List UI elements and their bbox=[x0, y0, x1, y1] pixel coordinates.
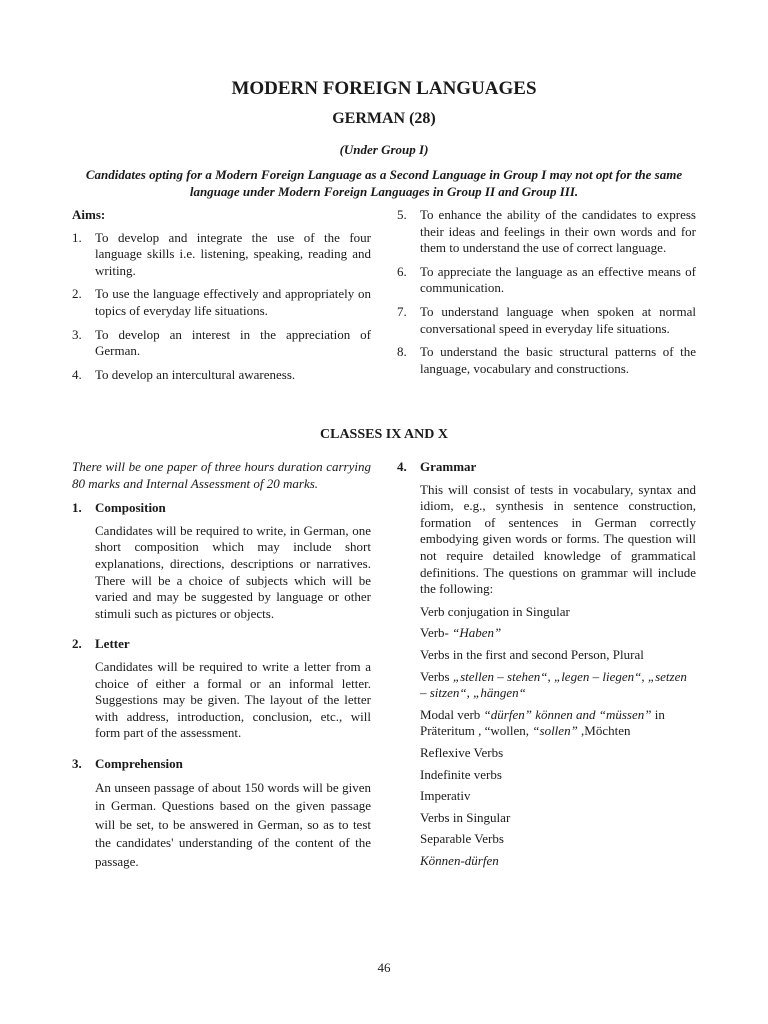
eligibility-note: Candidates opting for a Modern Foreign Language as a Second Language in Group I may not opt for the same language under Modern Foreign Languages in Group II and Group III. bbox=[85, 167, 683, 199]
classes-right-column bbox=[397, 459, 696, 874]
grammar-topic: Verbs „stellen – stehen“, „legen – liegen“, „setzen – sitzen“, „hängen“ bbox=[420, 668, 687, 701]
grammar-text: This will consist of tests in vocabulary, syntax and idiom, e.g., synthesis in sentence construction, formation of sentences in German correctly embodying given words or forms. The question will not require detailed knowledge of grammatical definitions. The questions on grammar will include the following: bbox=[420, 481, 696, 597]
paper-intro: There will be one paper of three hours duration carrying 80 marks and Internal Assessment of 20 marks. bbox=[72, 459, 371, 491]
aim-item: 4. To develop an intercultural awareness. bbox=[72, 366, 296, 382]
group-label: (Under Group I) bbox=[339, 142, 429, 157]
grammar-topic: Verbs in Singular bbox=[420, 809, 511, 825]
grammar-topic: Modal verb “dürfen” können and “müssen” in Präteritum , “wollen, “sollen” ,Möchten bbox=[420, 706, 665, 739]
composition-heading: 1. Composition bbox=[72, 500, 166, 516]
classes-heading: CLASSES IX AND X bbox=[320, 427, 448, 442]
aim-item: 2. To use the language effectively and appropriately on topics of everyday life situations. bbox=[72, 286, 371, 318]
grammar-topic: Verbs in the first and second Person, Plural bbox=[420, 646, 644, 662]
composition-text: Candidates will be required to write, in German, one short composition which may include short explanations, directions, descriptions or narratives. There will be a choice of subjects which will be varied and may be suggested by language or other stimuli such as pictures or objects. bbox=[95, 522, 371, 621]
comprehension-heading: 3. Comprehension bbox=[72, 755, 183, 771]
letter-heading: 2. Letter bbox=[72, 636, 130, 652]
aim-item: 7. To understand language when spoken at normal conversational speed in everyday life situations. bbox=[397, 303, 696, 336]
aim-item: 8. To understand the basic structural patterns of the language, vocabulary and constructions. bbox=[397, 344, 696, 376]
aim-item: 6. To appreciate the language as an effective means of communication. bbox=[397, 263, 696, 296]
grammar-topic: Separable Verbs bbox=[420, 831, 504, 847]
aims-heading: Aims: bbox=[72, 207, 106, 222]
letter-text: Candidates will be required to write a letter from a choice of either a formal or an informal letter. Suggestions may be given. The layout of the letter with address, introduction, conclusion, etc., will form part of the assessment. bbox=[95, 658, 371, 741]
grammar-topic: Verb- “Haben” bbox=[420, 625, 502, 641]
grammar-topic: Reflexive Verbs bbox=[420, 744, 504, 760]
aim-item: 3. To develop an interest in the appreciation of German. bbox=[72, 326, 371, 359]
grammar-topic: Können-dürfen bbox=[420, 852, 499, 868]
aims-right-column bbox=[397, 207, 696, 384]
grammar-topic: Indefinite verbs bbox=[420, 766, 502, 782]
aim-item: 1. To develop and integrate the use of the four language skills i.e. listening, speaking, reading and writing. bbox=[72, 229, 371, 278]
grammar-heading: 4. Grammar bbox=[397, 459, 477, 474]
grammar-topic: Imperativ bbox=[420, 788, 471, 804]
classes-left-column bbox=[72, 459, 371, 885]
subject-title: GERMAN (28) bbox=[332, 110, 436, 127]
aims-left-column bbox=[72, 207, 371, 390]
page-number: 46 bbox=[377, 960, 391, 975]
grammar-topic: Verb conjugation in Singular bbox=[420, 603, 570, 619]
page-title: MODERN FOREIGN LANGUAGES bbox=[231, 78, 537, 99]
aim-item: 5. To enhance the ability of the candidates to express their ideas and feelings in their own words and for them to understand the use of correct language. bbox=[397, 207, 696, 256]
comprehension-text: An unseen passage of about 150 words will be given in German. Questions based on the given passage will be set, to be answered in German, so as to test the candidates' understanding of the content of the passage. bbox=[95, 779, 371, 869]
